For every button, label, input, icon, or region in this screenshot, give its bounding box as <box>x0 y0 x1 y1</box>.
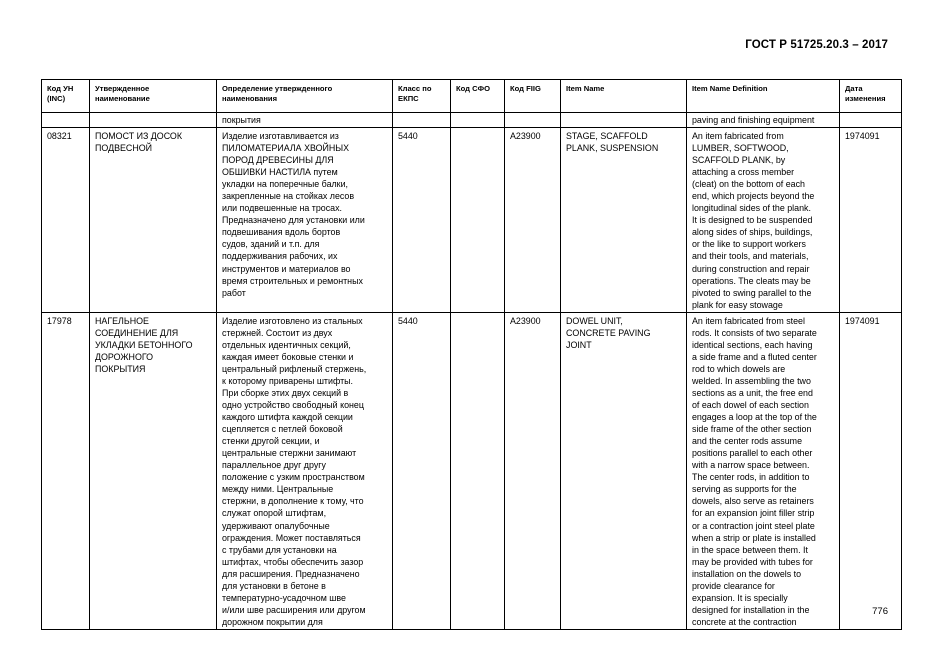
cell-fiig-code <box>505 113 561 128</box>
cell-inc-code <box>42 113 90 128</box>
cell-change-date: 1974091 <box>840 312 902 629</box>
catalog-table <box>41 79 902 630</box>
cell-fiig-code: A23900 <box>505 312 561 629</box>
cell-approved-name: ПОМОСТ ИЗ ДОСОК ПОДВЕСНОЙ <box>90 128 217 313</box>
cell-approved-name <box>90 113 217 128</box>
document-standard-header: ГОСТ Р 51725.20.3 – 2017 <box>745 39 888 51</box>
header-approved-name: Утвержденное наименование <box>90 80 217 113</box>
header-item-name-definition: Item Name Definition <box>687 80 840 113</box>
page-number: 776 <box>872 606 888 617</box>
cell-name-definition: Изделие изготовлено из стальных стержней. Состоит из двух отдельных идентичных секций, каждая имеет боковые стенки и центральный рифленый стержень, к которому приварены штифты. При сборке этих двух секций в одно устройство свободный конец каждого штифта каждой секции сцепляется с петлей боковой стенки другой секции, и центральные стержни занимают параллельное друг другу положение с узким пространством между ними. Центральные стержни, в дополнение к тому, что служат опорой штифтам, удерживают опалубочные ограждения. Может поставляться с трубами для установки на штифтах, чтобы обеспечить зазор для расширения. Предназначено для установки в бетоне в температурно-усадочном шве и/или шве расширения или другом дорожном покрытии для <box>217 312 393 629</box>
header-inc-code: Код УН (INC) <box>42 80 90 113</box>
table-row-continuation <box>42 113 902 128</box>
cell-change-date: 1974091 <box>840 128 902 313</box>
cell-fiig-code: A23900 <box>505 128 561 313</box>
header-fiig-code: Код FIIG <box>505 80 561 113</box>
cell-item-name-definition: An item fabricated from steel rods. It consists of two separate identical sections, each having a side frame and a fluted center rod to which dowels are welded. In assembling the two sections as a unit, the free end of each dowel of each section engages a loop at the top of the side frame of the other section and the center rods assume positions parallel to each other with a narrow space between. The center rods, in addition to serving as supports for the dowels, also serve as retainers for an expansion joint filler strip or a contraction joint steel plate when a strip or plate is installed in the space between them. It may be provided with tubes for installation on the dowels to provide clearance for expansion. It is specially designed for installation in the concrete at the contraction <box>687 312 840 629</box>
cell-item-name: STAGE, SCAFFOLD PLANK, SUSPENSION <box>561 128 687 313</box>
cell-sfo-code <box>451 128 505 313</box>
cell-ekps-class <box>393 113 451 128</box>
table-header-row <box>42 80 902 113</box>
cell-sfo-code <box>451 312 505 629</box>
table-row <box>42 312 902 629</box>
cell-item-name <box>561 113 687 128</box>
cell-item-name: DOWEL UNIT, CONCRETE PAVING JOINT <box>561 312 687 629</box>
cell-change-date <box>840 113 902 128</box>
table-row <box>42 128 902 313</box>
cell-sfo-code <box>451 113 505 128</box>
cell-inc-code: 17978 <box>42 312 90 629</box>
header-ekps-class: Класс по ЕКПС <box>393 80 451 113</box>
cell-approved-name: НАГЕЛЬНОЕ СОЕДИНЕНИЕ ДЛЯ УКЛАДКИ БЕТОННОГО ДОРОЖНОГО ПОКРЫТИЯ <box>90 312 217 629</box>
cell-name-definition: покрытия <box>217 113 393 128</box>
header-sfo-code: Код СФО <box>451 80 505 113</box>
header-item-name: Item Name <box>561 80 687 113</box>
cell-item-name-definition: An item fabricated from LUMBER, SOFTWOOD, SCAFFOLD PLANK, by attaching a cross member (cleat) on the bottom of each end, which projects beyond the longitudinal sides of the plank. It is designed to be suspended along sides of ships, buildings, or the like to support workers and their tools, and materials, during construction and repair operations. The cleats may be pivoted to swing parallel to the plank for easy stowage <box>687 128 840 313</box>
cell-ekps-class: 5440 <box>393 312 451 629</box>
cell-inc-code: 08321 <box>42 128 90 313</box>
cell-name-definition: Изделие изготавливается из ПИЛОМАТЕРИАЛА ХВОЙНЫХ ПОРОД ДРЕВЕСИНЫ ДЛЯ ОБШИВКИ НАСТИЛА путем укладки на поперечные балки, закрепленные на стойках лесов или подвешенные на тросах. Предназначено для установки или подвешивания вдоль бортов судов, зданий и т.п. для поддерживания рабочих, их инструментов и материалов во время строительных и ремонтных работ <box>217 128 393 313</box>
header-change-date: Дата изменения <box>840 80 902 113</box>
header-name-definition: Определение утвержденного наименования <box>217 80 393 113</box>
cell-ekps-class: 5440 <box>393 128 451 313</box>
cell-item-name-definition: paving and finishing equipment <box>687 113 840 128</box>
